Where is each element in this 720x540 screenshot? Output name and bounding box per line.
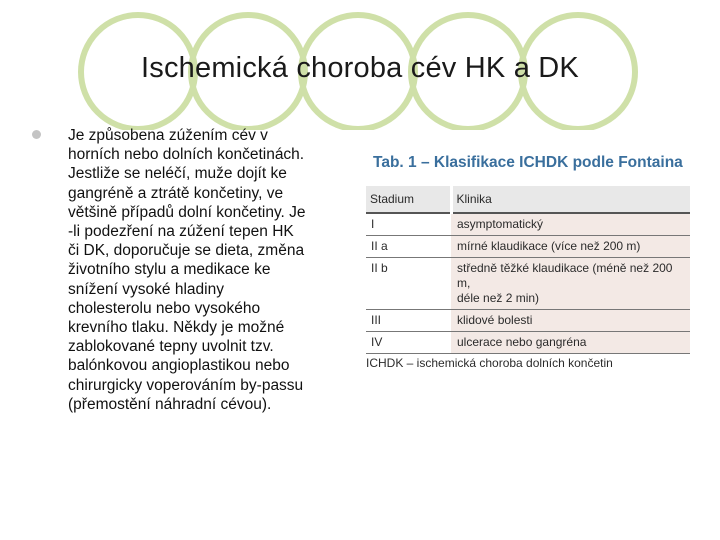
klinika-cell — [451, 332, 690, 354]
slide-title: Ischemická choroba cév HK a DK — [141, 52, 579, 84]
stadium-cell: II a — [366, 236, 451, 258]
klinika-cell — [451, 310, 690, 332]
bullet-text — [68, 126, 388, 414]
table-row — [366, 236, 690, 258]
table-header-row — [366, 186, 690, 213]
bullet-line: gangréně a ztrátě končetiny, ve — [68, 184, 284, 202]
bullet-line: životního stylu a medikace ke — [68, 261, 271, 279]
bullet-line: cholesterolu nebo vysokého — [68, 299, 261, 317]
stadium-cell: I — [366, 213, 451, 236]
table-row — [366, 258, 690, 310]
klinika-line: ulcerace nebo gangréna — [457, 335, 587, 349]
klinika-line: středně těžké klaudikace (méně než 200 m, — [457, 261, 673, 290]
bullet-line: většině případů dolní končetiny. Je — [68, 203, 306, 221]
table-row — [366, 213, 690, 236]
table-row — [366, 310, 690, 332]
bullet-line: či DK, doporučuje se dieta, změna — [68, 242, 305, 260]
table-title: Tab. 1 – Klasifikace ICHDK podle Fontaina — [373, 154, 683, 171]
klinika-cell — [451, 236, 690, 258]
bullet-line: chirurgicky voperováním by-passu — [68, 376, 304, 394]
klinika-line: asymptomatický — [457, 217, 544, 231]
stadium-cell: III — [366, 310, 451, 332]
column-header-stadium: Stadium — [366, 186, 451, 213]
bullet-line: krevního tlaku. Někdy je možné — [68, 319, 285, 337]
column-header-klinika: Klinika — [451, 186, 690, 213]
klinika-line: klidové bolesti — [457, 313, 533, 327]
fontaine-classification-table — [366, 186, 690, 354]
klinika-cell — [451, 213, 690, 236]
klinika-line: mírné klaudikace (více než 200 m) — [457, 239, 641, 253]
circle-bullet-icon — [32, 130, 41, 139]
bullet-line: zablokované tepny uvolnit tzv. — [68, 338, 274, 356]
bullet-line: horních nebo dolních končetinách. — [68, 146, 305, 164]
table-row — [366, 332, 690, 354]
bullet-line: Je způsobena zúžením cév v — [68, 127, 268, 144]
bullet-line: Jestliže se neléčí, muže dojít ke — [68, 165, 287, 183]
bullet-line: -li podezření na zúžení tepen HK — [68, 223, 294, 241]
bullet-line: snížení vysoké hladiny — [68, 280, 224, 298]
stadium-cell: II b — [366, 258, 451, 310]
klinika-line: déle než 2 min) — [457, 291, 540, 305]
stadium-cell: IV — [366, 332, 451, 354]
bullet-line: (přemostění náhradní cévou). — [68, 395, 272, 413]
klinika-cell — [451, 258, 690, 310]
bullet-line: balónkovou angioplastikou nebo — [68, 357, 290, 375]
table-footnote: ICHDK – ischemická choroba dolních končetin — [366, 356, 613, 370]
